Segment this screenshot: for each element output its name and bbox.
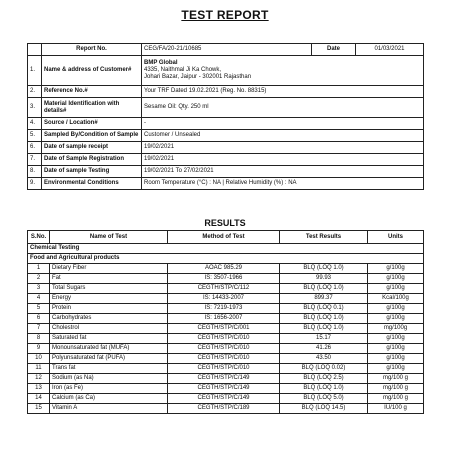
row-sno: 1: [28, 264, 50, 274]
info-row: [28, 130, 424, 142]
test-method: IS: 14433-2007: [168, 294, 280, 304]
info-row-value: [142, 142, 424, 154]
col-name: Name of Test: [50, 231, 168, 244]
info-row-value: [142, 118, 424, 130]
test-result: BLQ (LOQ 5.0): [280, 394, 368, 404]
test-name: Vitamin A: [50, 404, 168, 414]
info-row-value: [142, 166, 424, 178]
test-unit: mg/100g: [368, 324, 424, 334]
test-result: BLQ (LOQ 1.0): [280, 384, 368, 394]
result-row: [28, 384, 424, 394]
info-row-value: [142, 154, 424, 166]
result-row: [28, 404, 424, 414]
test-name: Trans fat: [50, 364, 168, 374]
test-result: BLQ (LOQ 1.0): [280, 324, 368, 334]
info-row-label: Material Identification with details#: [42, 98, 142, 118]
test-unit: g/100g: [368, 264, 424, 274]
test-name: Energy: [50, 294, 168, 304]
info-row: [28, 178, 424, 190]
info-row-number: 5.: [28, 130, 42, 142]
test-name: Sodium (as Na): [50, 374, 168, 384]
results-heading: RESULTS: [204, 218, 246, 228]
row-sno: 7: [28, 324, 50, 334]
test-unit: g/100g: [368, 334, 424, 344]
test-method: CEGTH/STP/C/001: [168, 324, 280, 334]
test-method: IS: 1656-2007: [168, 314, 280, 324]
result-row: [28, 374, 424, 384]
report-info-table: [27, 43, 424, 190]
result-row: [28, 284, 424, 294]
row-sno: 15: [28, 404, 50, 414]
row-sno: 2: [28, 274, 50, 284]
test-method: CEGTH/STP/C/112: [168, 284, 280, 294]
info-row: [28, 142, 424, 154]
info-row-label: Reference No.#: [42, 86, 142, 98]
result-row: [28, 304, 424, 314]
info-row-number: 7.: [28, 154, 42, 166]
report-no-value: CEG/FA/20-21/10685: [142, 44, 312, 56]
result-row: [28, 294, 424, 304]
test-unit: g/100g: [368, 314, 424, 324]
info-row-label: Date of sample Testing: [42, 166, 142, 178]
info-row-value: [142, 130, 424, 142]
info-row: [28, 56, 424, 86]
test-result: BLQ (LOQ 0.02): [280, 364, 368, 374]
section-chemical-testing: Chemical Testing: [28, 244, 424, 254]
test-result: 899.37: [280, 294, 368, 304]
test-unit: Kcal/100g: [368, 294, 424, 304]
result-row: [28, 324, 424, 334]
info-row-label: Date of Sample Registration: [42, 154, 142, 166]
test-name: Total Sugars: [50, 284, 168, 294]
row-sno: 13: [28, 384, 50, 394]
test-result: 99.93: [280, 274, 368, 284]
test-method: CEGTH/STP/C/010: [168, 334, 280, 344]
row-sno: 14: [28, 394, 50, 404]
info-value-line: 19/02/2021: [144, 156, 175, 162]
test-method: IS: 3507-1966: [168, 274, 280, 284]
test-result: BLQ (LOQ 1.0): [280, 314, 368, 324]
results-table: [27, 230, 424, 414]
test-name: Cholestrol: [50, 324, 168, 334]
result-row: [28, 274, 424, 284]
result-row: [28, 364, 424, 374]
test-name: Carbohydrates: [50, 314, 168, 324]
row-sno: 10: [28, 354, 50, 364]
date-label: Date: [312, 44, 356, 56]
test-unit: mg/100 g: [368, 394, 424, 404]
info-row-value: [142, 178, 424, 190]
info-row: [28, 98, 424, 118]
test-unit: g/100g: [368, 284, 424, 294]
col-units: Units: [368, 231, 424, 244]
info-value-line: Johari Bazar, Jaipur - 302001 Rajasthan: [144, 74, 252, 80]
row-sno: 3: [28, 284, 50, 294]
blank-cell: [28, 44, 42, 56]
row-sno: 11: [28, 364, 50, 374]
test-name: Fat: [50, 274, 168, 284]
result-row: [28, 354, 424, 364]
info-row-number: 6.: [28, 142, 42, 154]
col-sno: S.No.: [28, 231, 50, 244]
info-value-line: 19/02/2021: [144, 144, 175, 150]
test-result: 41.26: [280, 344, 368, 354]
report-no-label: Report No.: [42, 44, 142, 56]
info-row-value: [142, 86, 424, 98]
result-row: [28, 314, 424, 324]
info-value-line: Customer / Unsealed: [144, 132, 201, 138]
info-row: [28, 154, 424, 166]
info-row-number: 2.: [28, 86, 42, 98]
test-result: BLQ (LOQ 14.5): [280, 404, 368, 414]
result-row: [28, 394, 424, 404]
col-method: Method of Test: [168, 231, 280, 244]
info-value-line: -: [144, 120, 146, 126]
info-row-label: Name & address of Customer#: [42, 56, 142, 86]
info-value-line: Sesame Oil: Qty. 250 ml: [144, 104, 209, 110]
test-method: CEGTH/STP/C/010: [168, 344, 280, 354]
section-row: [28, 244, 424, 254]
col-result: Test Results: [280, 231, 368, 244]
info-row-value: [142, 98, 424, 118]
row-sno: 8: [28, 334, 50, 344]
page-title: TEST REPORT: [181, 8, 269, 22]
info-row: [28, 86, 424, 98]
test-method: CEGTH/STP/C/149: [168, 394, 280, 404]
info-row-label: Sampled By/Condition of Sample: [42, 130, 142, 142]
row-sno: 5: [28, 304, 50, 314]
test-name: Polyunsaturated fat (PUFA): [50, 354, 168, 364]
row-sno: 6: [28, 314, 50, 324]
info-row: [28, 166, 424, 178]
test-unit: mg/100 g: [368, 374, 424, 384]
results-header-row: [28, 231, 424, 244]
test-name: Saturated fat: [50, 334, 168, 344]
test-unit: g/100g: [368, 354, 424, 364]
test-unit: g/100g: [368, 274, 424, 284]
test-result: BLQ (LOQ 1.0): [280, 264, 368, 274]
date-value: 01/03/2021: [356, 44, 424, 56]
result-row: [28, 334, 424, 344]
info-value-line: 19/02/2021 To 27/02/2021: [144, 168, 214, 174]
test-result: BLQ (LOQ 2.5): [280, 374, 368, 384]
test-result: BLQ (LOQ 0.1): [280, 304, 368, 314]
info-value-line: BMP Global: [144, 60, 178, 66]
info-row-number: 4.: [28, 118, 42, 130]
report-no-row: [28, 44, 424, 56]
info-row-number: 8.: [28, 166, 42, 178]
row-sno: 9: [28, 344, 50, 354]
info-row-number: 9.: [28, 178, 42, 190]
test-method: AOAC 985.29: [168, 264, 280, 274]
info-row-label: Date of sample receipt: [42, 142, 142, 154]
test-unit: g/100g: [368, 344, 424, 354]
info-row-value: [142, 56, 424, 86]
test-unit: g/100g: [368, 364, 424, 374]
test-method: CEGTH/STP/C/010: [168, 364, 280, 374]
test-unit: IU/100 g: [368, 404, 424, 414]
test-method: CEGTH/STP/C/189: [168, 404, 280, 414]
info-row-number: 1.: [28, 56, 42, 86]
test-method: CEGTH/STP/C/149: [168, 374, 280, 384]
test-name: Calcium (as Ca): [50, 394, 168, 404]
row-sno: 4: [28, 294, 50, 304]
info-row-label: Source / Location#: [42, 118, 142, 130]
info-value-line: 4335, Naithmal Ji Ka Chowk,: [144, 67, 222, 73]
row-sno: 12: [28, 374, 50, 384]
result-row: [28, 344, 424, 354]
test-result: BLQ (LOQ 1.0): [280, 284, 368, 294]
test-method: CEGTH/STP/C/149: [168, 384, 280, 394]
test-unit: g/100g: [368, 304, 424, 314]
test-name: Monounsaturated fat (MUFA): [50, 344, 168, 354]
info-value-line: Room Temperature (°C) : NA | Relative Humidity (%) : NA: [144, 180, 297, 186]
info-row-number: 3.: [28, 98, 42, 118]
result-row: [28, 264, 424, 274]
test-name: Iron (as Fe): [50, 384, 168, 394]
section-row: [28, 254, 424, 264]
info-row: [28, 118, 424, 130]
section-food-agri: Food and Agricultural products: [28, 254, 424, 264]
info-row-label: Environmental Conditions: [42, 178, 142, 190]
info-value-line: Your TRF Dated 19.02.2021 (Reg. No. 88315): [144, 88, 267, 94]
test-name: Dietary Fiber: [50, 264, 168, 274]
test-result: 43.50: [280, 354, 368, 364]
test-method: CEGTH/STP/C/010: [168, 354, 280, 364]
test-name: Protein: [50, 304, 168, 314]
test-result: 15.17: [280, 334, 368, 344]
test-unit: mg/100 g: [368, 384, 424, 394]
test-method: IS: 7219-1973: [168, 304, 280, 314]
